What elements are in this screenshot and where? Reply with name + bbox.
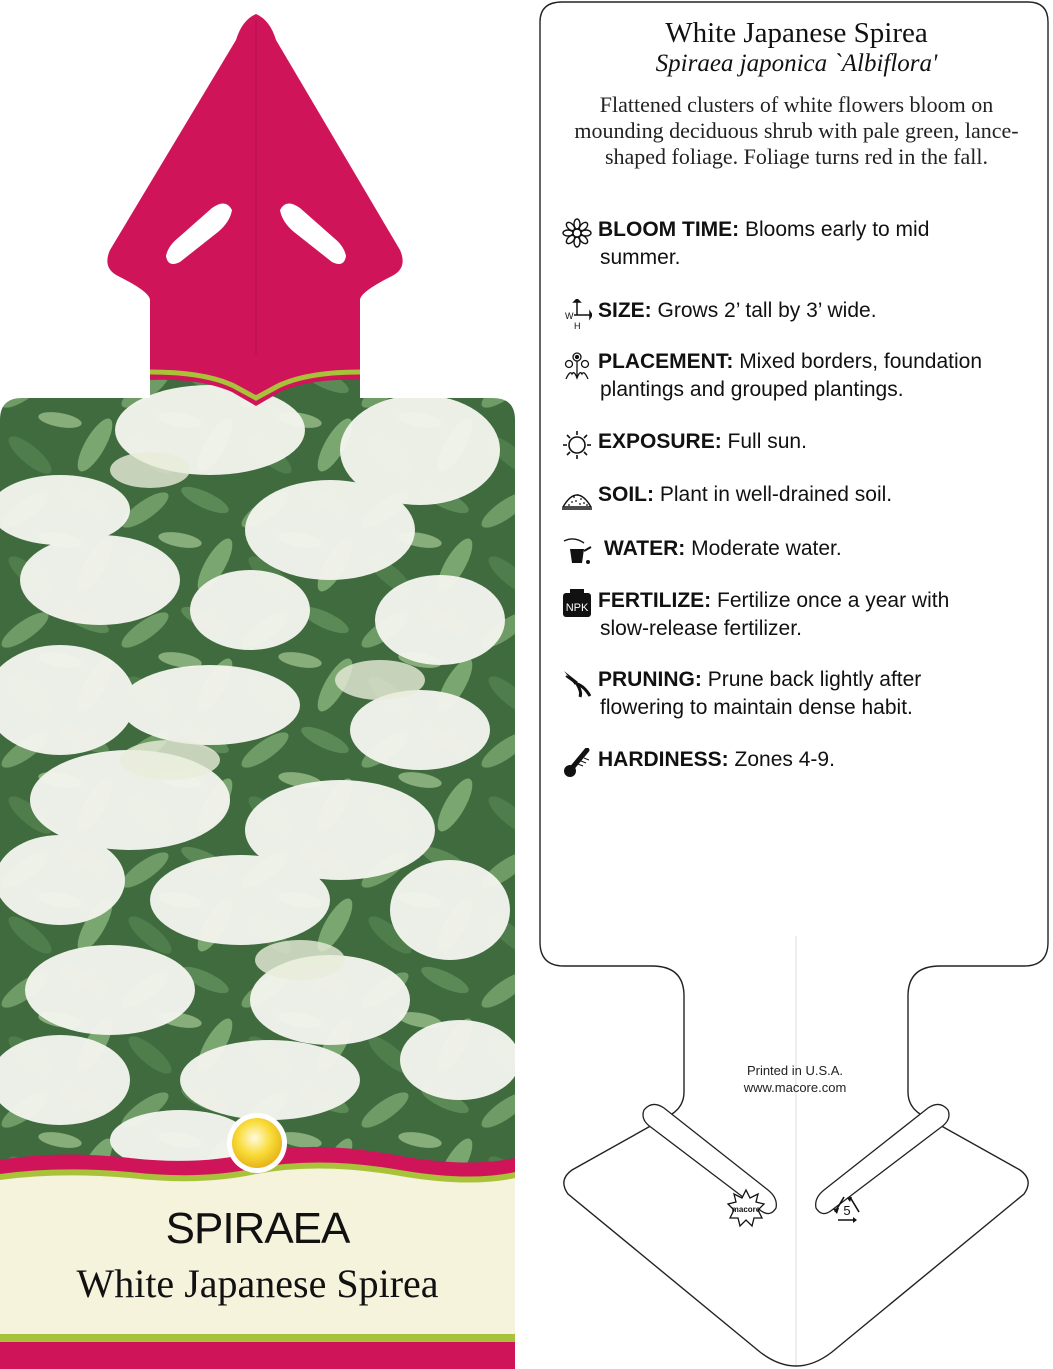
watering-can-icon [562,537,592,567]
size-arrows-icon [562,299,592,329]
care-text: Zones 4-9. [734,748,835,771]
recycle-number: 5 [843,1203,851,1218]
care-label: BLOOM TIME: [598,218,740,241]
care-text: Plant in well-drained soil. [659,483,893,506]
printed-in: Printed in U.S.A. [746,1063,844,1078]
latin-name: Spiraea japonica `Albiflora' [655,50,938,77]
website: www.macore.com [743,1080,847,1095]
care-label: SOIL: [598,483,654,506]
macore-logo-text: macore [731,1205,761,1214]
soil-mound-icon [562,483,592,513]
fertilizer-icon-label: NPK [565,602,589,614]
front-genus: SPIRAEA [165,1204,350,1253]
fertilizer-icon [562,589,592,619]
back-title: White Japanese Spirea [665,17,928,49]
care-label: WATER: [604,537,686,560]
sun-icon [562,430,592,460]
care-text-cont: plantings and grouped plantings. [600,378,904,401]
care-label: PLACEMENT: [598,350,734,373]
size-icon-h: H [574,321,581,329]
thermometer-icon [562,748,592,778]
care-text: Full sun. [727,430,807,453]
care-label: SIZE: [598,299,652,322]
plants-icon [562,350,592,380]
pruners-icon [562,668,592,698]
plant-description: Flattened clusters of white flowers bloom on mounding deciduous shrub with pale green, lance-shaped foliage. Foliage turns red in the fall. [574,92,1019,169]
flower-icon [562,218,592,248]
macore-logo-icon [726,1188,766,1228]
care-text: Moderate water. [691,537,842,560]
recycle-icon [830,1194,864,1226]
care-text: Mixed borders, foundation [739,350,982,373]
care-text: Grows 2’ tall by 3’ wide. [657,299,877,322]
care-text-cont: slow-release fertilizer. [600,617,802,640]
care-text: Blooms early to mid [745,218,930,241]
size-icon-w: W [565,311,574,321]
care-text: Fertilize once a year with [717,589,950,612]
print-info [700,1062,890,1096]
care-text-cont: summer. [600,246,681,269]
front-common-name: White Japanese Spirea [76,1261,439,1306]
care-label: PRUNING: [598,668,702,691]
care-text: Prune back lightly after [707,668,922,691]
care-label: FERTILIZE: [598,589,712,612]
care-label: HARDINESS: [598,748,729,771]
care-text-cont: flowering to maintain dense habit. [600,696,913,719]
care-label: EXPOSURE: [598,430,722,453]
